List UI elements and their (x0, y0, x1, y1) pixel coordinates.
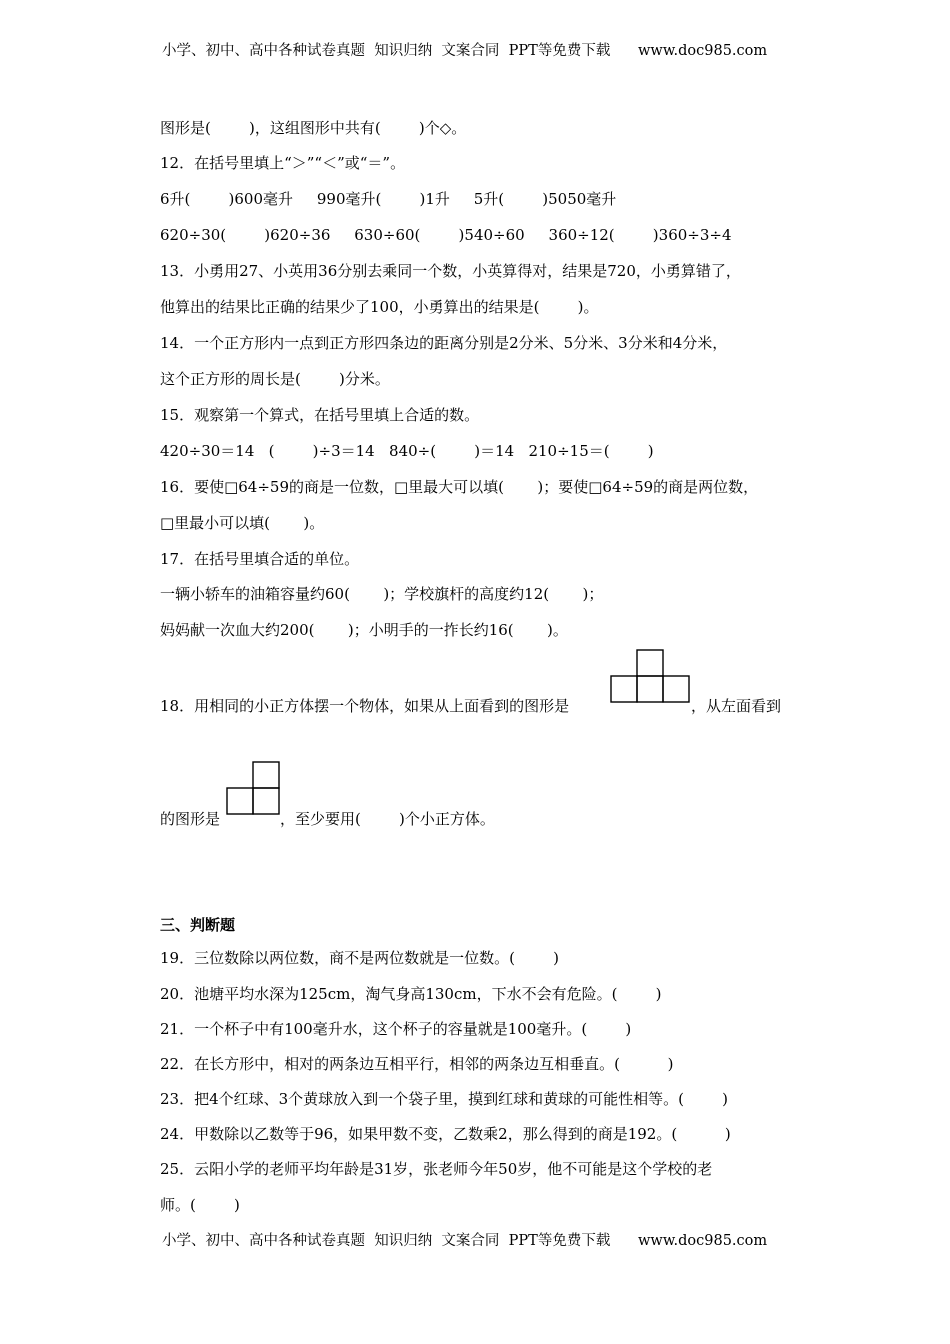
q24: 24．甲数除以乙数等于96，如果甲数不变，乙数乘2，那么得到的商是192。( ) (160, 1125, 731, 1143)
q16-line-2: □里最小可以填( )。 (160, 514, 325, 532)
q14-line-2: 这个正方形的周长是( )分米。 (160, 370, 390, 388)
q12-row-1: 6升( )600毫升 990毫升( )1升 5升( )5050毫升 (160, 190, 617, 208)
q12-row-2: 620÷30( )620÷36 630÷60( )540÷60 360÷12( )360÷3÷4 (160, 226, 732, 244)
top-view-cell-2 (637, 676, 663, 702)
page-footer: 小学、初中、高中各种试卷真题 知识归纳 文案合同 PPT等免费下载 www.doc985.com (162, 1233, 768, 1249)
q17-stem: 17．在括号里填合适的单位。 (160, 550, 360, 568)
left-view-cell-upper (253, 762, 279, 788)
top-view-figure (610, 649, 692, 704)
q18-line-2-tail: ，至少要用( )个小正方体。 (280, 810, 495, 828)
q25-line-1: 25．云阳小学的老师平均年龄是31岁，张老师今年50岁，他不可能是这个学校的老 (160, 1160, 713, 1178)
q15-stem: 15．观察第一个算式，在括号里填上合适的数。 (160, 406, 480, 424)
page-header: 小学、初中、高中各种试卷真题 知识归纳 文案合同 PPT等免费下载 www.doc985.com (162, 43, 768, 59)
q20: 20．池塘平均水深为125cm，淘气身高130cm，下水不会有危险。( ) (160, 985, 662, 1003)
left-view-cell-2 (253, 788, 279, 814)
q23: 23．把4个红球、3个黄球放入到一个袋子里，摸到红球和黄球的可能性相等。( ) (160, 1090, 729, 1108)
q19: 19．三位数除以两位数，商不是两位数就是一位数。( ) (160, 949, 559, 967)
q25-line-2: 师。( ) (160, 1196, 240, 1214)
q18-line-2: 的图形是 (160, 810, 221, 828)
q17-row-2: 妈妈献一次血大约200( )；小明手的一拃长约16( )。 (160, 621, 568, 639)
q16-line-1: 16．要使□64÷59的商是一位数，□里最大可以填( )；要使□64÷59的商是两位数， (160, 478, 759, 496)
q11-line-2: 图形是( )，这组图形中共有( )个◇。 (160, 119, 467, 137)
q22: 22．在长方形中，相对的两条边互相平行，相邻的两条边互相垂直。( ) (160, 1055, 674, 1073)
top-view-cell-3 (663, 676, 689, 702)
q15-row: 420÷30＝14 ( )÷3＝14 840÷( )＝14 210÷15＝( ) (160, 442, 654, 460)
section-3-title: 三、判断题 (160, 916, 236, 934)
top-view-cell-1 (611, 676, 637, 702)
q14-line-1: 14．一个正方形内一点到正方形四条边的距离分别是2分米、5分米、3分米和4分米， (160, 334, 728, 352)
left-view-figure (226, 761, 282, 816)
q18-line-1: 18．用相同的小正方体摆一个物体，如果从上面看到的图形是 (160, 697, 570, 715)
left-view-cell-1 (227, 788, 253, 814)
q17-row-1: 一辆小轿车的油箱容量约60( )；学校旗杆的高度约12( )； (160, 585, 604, 603)
q12-stem: 12．在括号里填上“＞”“＜”或“＝”。 (160, 154, 406, 172)
top-view-cell-upper (637, 650, 663, 676)
q21: 21．一个杯子中有100毫升水，这个杯子的容量就是100毫升。( ) (160, 1020, 632, 1038)
q13-line-1: 13．小勇用27、小英用36分别去乘同一个数，小英算得对，结果是720，小勇算错了， (160, 262, 741, 280)
q18-line-1-tail: ，从左面看到 (691, 697, 782, 715)
q13-line-2: 他算出的结果比正确的结果少了100，小勇算出的结果是( )。 (160, 298, 599, 316)
